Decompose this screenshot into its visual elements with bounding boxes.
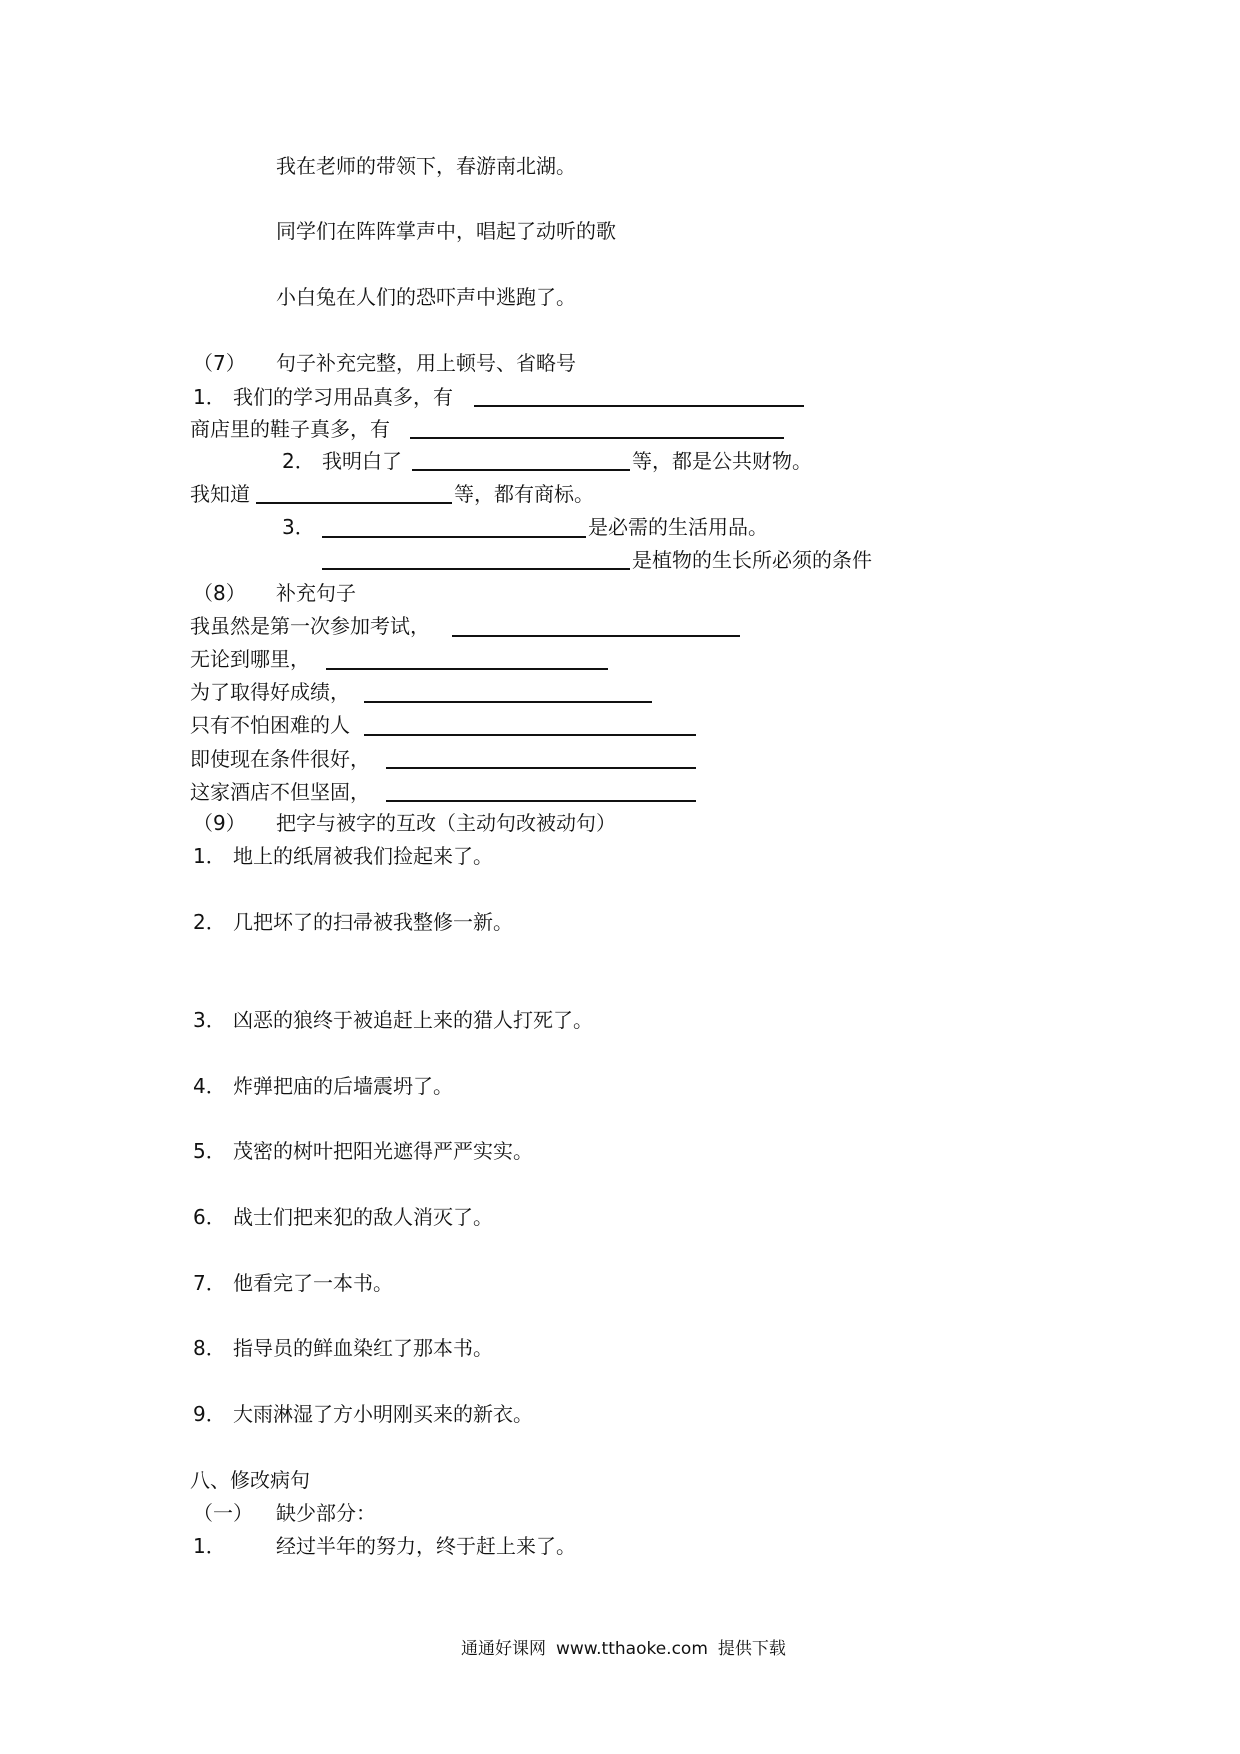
section7-item1b-text: 商店里的鞋子真多，有 <box>190 417 390 441</box>
section9-item9-text: 大雨淋湿了方小明刚买来的新衣。 <box>233 1402 533 1426</box>
section9-item8-number: 8． <box>193 1336 226 1360</box>
section7-item2b-text: 我知道 <box>190 482 250 506</box>
answer-blank[interactable] <box>256 502 452 504</box>
section-eight-item-number: 1． <box>193 1534 226 1558</box>
section-eight-heading: 八、修改病句 <box>190 1468 310 1492</box>
section7-item3-number: 3． <box>282 515 315 539</box>
answer-blank[interactable] <box>322 536 586 538</box>
intro-sentence-1: 我在老师的带领下，春游南北湖。 <box>276 154 576 178</box>
section9-item2-number: 2． <box>193 910 226 934</box>
section8-line-2: 无论到哪里， <box>190 647 310 671</box>
section8-line-4: 只有不怕困难的人 <box>190 713 350 737</box>
section9-item7-number: 7． <box>193 1271 226 1295</box>
section-eight-sub-title: 缺少部分： <box>276 1501 376 1525</box>
answer-blank[interactable] <box>386 767 696 769</box>
intro-sentence-2: 同学们在阵阵掌声中，唱起了动听的歌 <box>276 219 616 243</box>
answer-blank[interactable] <box>474 405 804 407</box>
answer-blank[interactable] <box>386 800 696 802</box>
section9-title: 把字与被字的互改（主动句改被动句） <box>276 811 616 835</box>
answer-blank[interactable] <box>326 668 608 670</box>
section8-line-3: 为了取得好成绩， <box>190 680 350 704</box>
answer-blank[interactable] <box>412 469 630 471</box>
intro-sentence-3: 小白兔在人们的恐吓声中逃跑了。 <box>276 285 576 309</box>
section9-item6-text: 战士们把来犯的敌人消灭了。 <box>233 1205 493 1229</box>
section9-item1-number: 1． <box>193 844 226 868</box>
section9-number: （9） <box>193 811 246 835</box>
section9-item4-number: 4． <box>193 1074 226 1098</box>
section7-item1-number: 1． <box>193 385 226 409</box>
section8-number: （8） <box>193 581 246 605</box>
section7-number: （7） <box>193 351 246 375</box>
section9-item5-text: 茂密的树叶把阳光遮得严严实实。 <box>233 1139 533 1163</box>
section8-line-5: 即使现在条件很好， <box>190 747 370 771</box>
section7-title: 句子补充完整，用上顿号、省略号 <box>276 351 576 375</box>
section9-item2-text: 几把坏了的扫帚被我整修一新。 <box>233 910 513 934</box>
section7-item2-text: 我明白了 <box>322 449 402 473</box>
section7-item3-suffix: 是必需的生活用品。 <box>588 515 768 539</box>
section7-item2-number: 2． <box>282 449 315 473</box>
footer-site-name: 通通好课网 <box>461 1639 546 1659</box>
section7-item3b-suffix: 是植物的生长所必须的条件 <box>632 548 872 572</box>
answer-blank[interactable] <box>364 734 696 736</box>
section7-item2b-suffix: 等，都有商标。 <box>454 482 594 506</box>
answer-blank[interactable] <box>322 568 630 570</box>
section-eight-item-text: 经过半年的努力，终于赶上来了。 <box>276 1534 576 1558</box>
section-eight-sub-number: （一） <box>193 1501 253 1525</box>
answer-blank[interactable] <box>410 437 784 439</box>
section9-item9-number: 9． <box>193 1402 226 1426</box>
footer <box>461 1638 786 1660</box>
footer-action: 提供下载 <box>717 1639 786 1659</box>
section9-item6-number: 6． <box>193 1205 226 1229</box>
answer-blank[interactable] <box>364 701 652 703</box>
section9-item4-text: 炸弹把庙的后墙震坍了。 <box>233 1074 453 1098</box>
section7-item1-text: 我们的学习用品真多，有 <box>233 385 453 409</box>
answer-blank[interactable] <box>452 635 740 637</box>
section9-item3-text: 凶恶的狼终于被追赶上来的猎人打死了。 <box>233 1008 593 1032</box>
footer-url[interactable]: www.tthaoke.com <box>556 1639 708 1659</box>
section9-item3-number: 3． <box>193 1008 226 1032</box>
section8-title: 补充句子 <box>276 581 356 605</box>
section9-item5-number: 5． <box>193 1139 226 1163</box>
section9-item7-text: 他看完了一本书。 <box>233 1271 393 1295</box>
section9-item8-text: 指导员的鲜血染红了那本书。 <box>233 1336 493 1360</box>
section9-item1-text: 地上的纸屑被我们捡起来了。 <box>233 844 493 868</box>
section8-line-6: 这家酒店不但坚固， <box>190 780 370 804</box>
section7-item2-suffix: 等，都是公共财物。 <box>632 449 812 473</box>
section8-line-1: 我虽然是第一次参加考试， <box>190 614 430 638</box>
